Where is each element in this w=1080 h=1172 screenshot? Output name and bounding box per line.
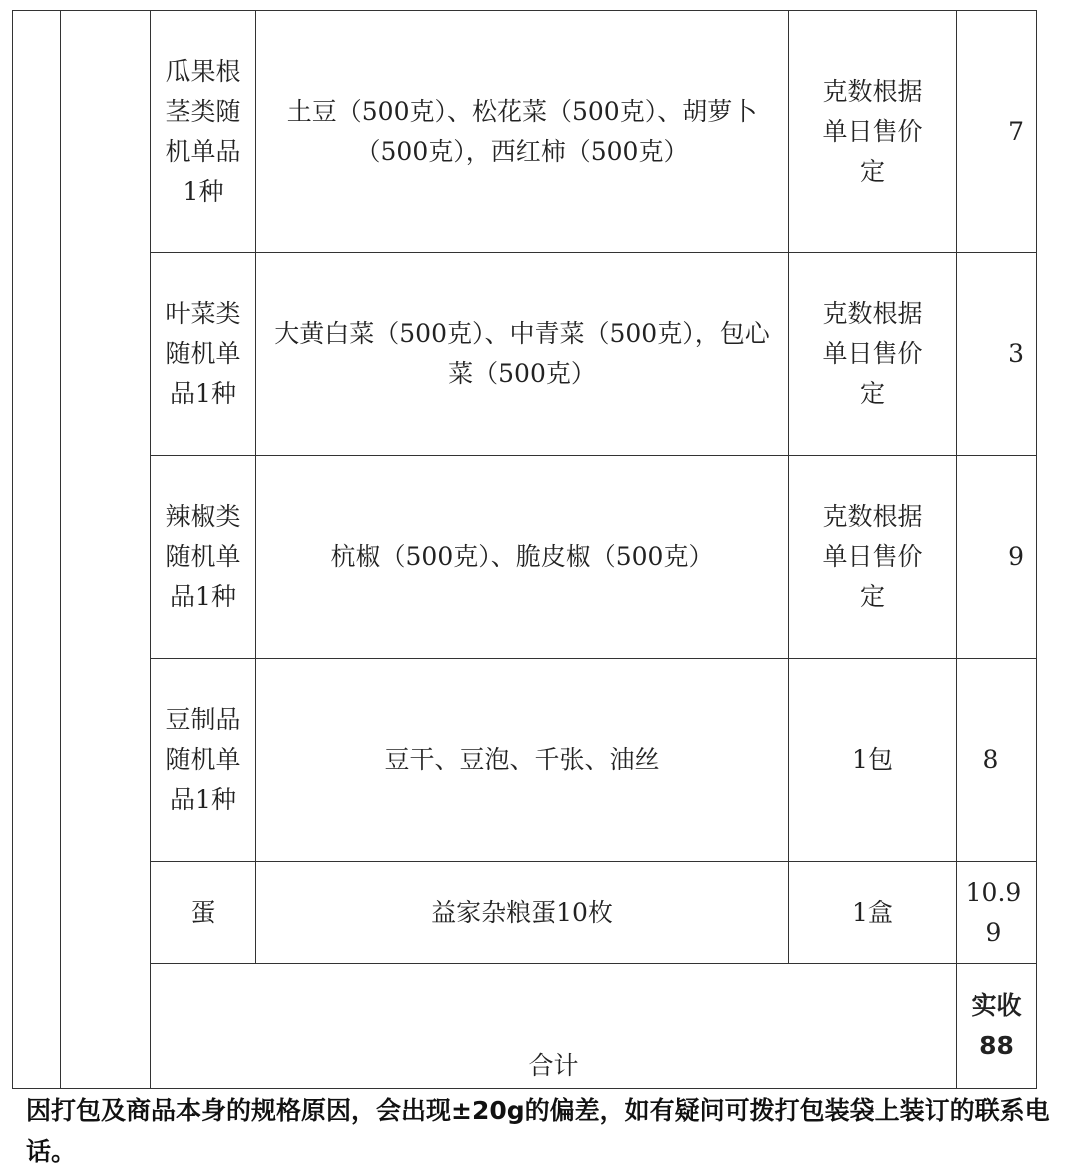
price-cell: 3	[957, 253, 1037, 456]
quantity-cell: 克数根据单日售价定	[789, 253, 957, 456]
items-cell: 土豆（500克）、松花菜（500克）、胡萝卜（500克），西红柿（500克）	[256, 11, 789, 253]
items-cell: 益家杂粮蛋10枚	[256, 862, 789, 964]
items-cell: 豆干、豆泡、千张、油丝	[256, 659, 789, 862]
price-cell: 8	[957, 659, 1037, 862]
footnote: 因打包及商品本身的规格原因，会出现±20g的偏差，如有疑问可拨打包装袋上装订的联系电话。	[26, 1096, 1050, 1166]
category-cell: 叶菜类随机单品1种	[151, 253, 256, 456]
total-label: 合计	[151, 964, 957, 1089]
quantity-cell: 1盒	[789, 862, 957, 964]
table-row	[13, 456, 1037, 659]
total-row	[13, 964, 1037, 1089]
category-cell: 蛋	[151, 862, 256, 964]
product-table	[12, 10, 1037, 1089]
quantity-cell: 克数根据单日售价定	[789, 456, 957, 659]
table-row	[13, 253, 1037, 456]
items-cell: 杭椒（500克）、脆皮椒（500克）	[256, 456, 789, 659]
blank-column-2	[61, 11, 151, 1089]
table-row	[13, 659, 1037, 862]
category-cell: 豆制品随机单品1种	[151, 659, 256, 862]
category-cell: 瓜果根茎类随机单品1种	[151, 11, 256, 253]
table-row	[13, 862, 1037, 964]
price-cell: 7	[957, 11, 1037, 253]
quantity-cell: 克数根据单日售价定	[789, 11, 957, 253]
total-value: 实收88	[957, 964, 1037, 1089]
items-cell: 大黄白菜（500克）、中青菜（500克），包心菜（500克）	[256, 253, 789, 456]
blank-column-1	[13, 11, 61, 1089]
quantity-cell: 1包	[789, 659, 957, 862]
category-cell: 辣椒类随机单品1种	[151, 456, 256, 659]
table-row	[13, 11, 1037, 253]
price-cell: 10.99	[957, 862, 1037, 964]
price-cell: 9	[957, 456, 1037, 659]
